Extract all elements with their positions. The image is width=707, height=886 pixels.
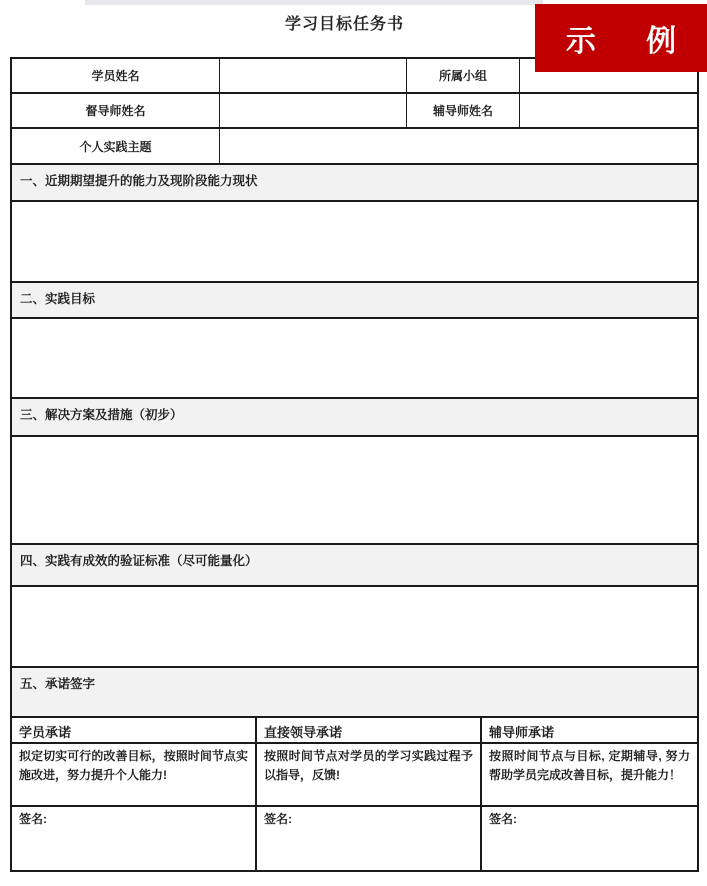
label-tutor-name: 辅导师姓名: [407, 94, 520, 127]
section-1-content[interactable]: [12, 202, 697, 283]
section-3-heading: [12, 399, 697, 437]
leader-commitment-header: 直接领导承诺: [257, 718, 482, 742]
field-practice-theme[interactable]: [220, 129, 697, 163]
section-4-heading: [12, 545, 697, 587]
page-top-edge: [85, 0, 543, 5]
tutor-commitment-header: 辅导师承诺: [489, 725, 555, 740]
section-2-heading: [12, 283, 697, 319]
field-supervisor-name[interactable]: [220, 94, 407, 127]
document-title: 学习目标任务书: [284, 16, 404, 33]
section-2-content[interactable]: [12, 319, 697, 399]
example-badge: [535, 4, 707, 72]
label-supervisor-name: 督导师姓名: [12, 94, 220, 127]
commitment-body-row: [12, 744, 697, 807]
section-4-content[interactable]: [12, 587, 697, 668]
label-student-name: 学员姓名: [12, 59, 220, 92]
leader-commitment-text: 按照时间节点对学员的学习实践过程予以指导，反馈!: [257, 744, 482, 805]
student-commitment-header: 学员承诺: [12, 718, 257, 742]
section-1-heading-text: 一、近期期望提升的能力及现阶段能力现状: [20, 174, 258, 188]
commitment-header-row: [12, 718, 697, 744]
form-table: [10, 57, 699, 872]
info-row-2: [12, 94, 697, 129]
field-student-name[interactable]: [220, 59, 407, 92]
info-row-3: [12, 129, 697, 165]
label-group: 所属小组: [407, 59, 520, 92]
section-5-heading-text: 五、承诺签字: [20, 677, 96, 691]
section-2-heading-text: 二、实践目标: [20, 292, 96, 306]
student-commitment-text: 拟定切实可行的改善目标，按照时间节点实施改进，努力提升个人能力!: [12, 744, 257, 805]
section-5-heading: [12, 668, 697, 718]
leader-signature-cell[interactable]: 签名:: [257, 807, 482, 870]
example-badge-label: 示 例: [565, 25, 677, 58]
tutor-commitment-text: 按照时间节点与目标, 定期辅导, 努力帮助学员完成改善目标，提升能力！: [489, 749, 690, 782]
student-signature-cell[interactable]: 签名:: [12, 807, 257, 870]
field-tutor-name[interactable]: [520, 94, 697, 127]
section-4-heading-text: 四、实践有成效的验证标准（尽可能量化）: [20, 554, 258, 568]
section-3-content[interactable]: [12, 437, 697, 545]
tutor-signature-cell[interactable]: 签名:: [489, 812, 517, 826]
section-1-heading: [12, 165, 697, 202]
section-3-heading-text: 三、解决方案及措施（初步）: [20, 408, 183, 422]
commitment-signature-row: [12, 807, 697, 870]
label-practice-theme: 个人实践主题: [12, 129, 220, 163]
